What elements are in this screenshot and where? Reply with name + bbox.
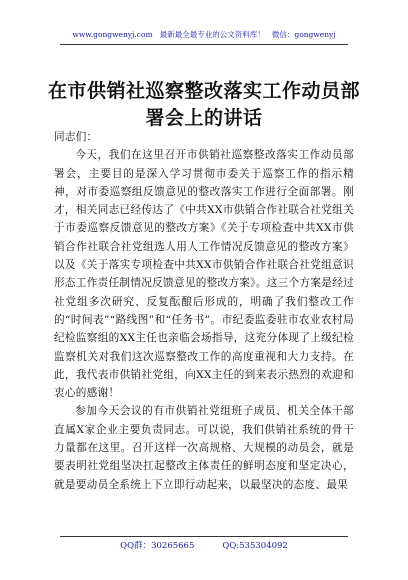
document-title: 在市供销社巡察整改落实工作动员部署会上的讲话 (47, 80, 360, 129)
header-site-link[interactable]: www.gongwenyj.com (72, 30, 153, 39)
salutation: 同志们： (54, 131, 98, 143)
footer-qq-group: QQ群：30265665 (120, 541, 195, 551)
page-header (60, 30, 348, 40)
header-wechat: 微信：gongwenyj (271, 30, 336, 39)
header-slogan: 最新最全最专业的公文资料库！ (159, 30, 265, 39)
page-footer (60, 541, 348, 552)
footer-qq: QQ:535304092 (222, 541, 288, 551)
header-divider (60, 44, 348, 45)
footer-divider (60, 536, 348, 537)
document-body (54, 128, 354, 494)
paragraph-1: 今天，我们在这里召开市供销社巡察整改落实工作动员部署会，主要目的是深入学习贯彻市委关于巡察工作的指示精神，对市委巡察组反馈意见的整改落实工作进行全面部署。刚才，相关同志已经传达了《中共XX市供销合作社联合社党组关于市委巡察反馈意见的整改方案》《关于专项检查中共XX市供销合作社联合社党组选人用人工作情况反馈意见的整改方案》以及《关于落实专项检查中共XX市供销合作社联合社党组意识形态工作责任制情况反馈意见的整改方案》。这三个方案是经过社党组多次研究、反复酝酿后形成的，明确了我们整改工作的“时间表”“路线图”和“任务书”。市纪委监委驻市农业农村局纪检监察组的XX主任也亲临会场指导，这充分体现了上级纪检监察机关对我们这次巡察整改工作的高度重视和大力支持。在此，我代表市供销社党组，向XX主任的到来表示热烈的欢迎和衷心的感谢！ (54, 149, 354, 400)
paragraph-2: 参加今天会议的有市供销社党组班子成员、机关全体干部直属X家企业主要负责同志。可以说，我们供销社系统的骨干力量都在这里。召开这样一次高规格、大规模的动员会，就是要表明社党组坚决扛起整改主体责任的鲜明态度和坚定决心，就是要动员全系统上下立即行动起来，以最坚决的态度、最果 (54, 405, 354, 491)
